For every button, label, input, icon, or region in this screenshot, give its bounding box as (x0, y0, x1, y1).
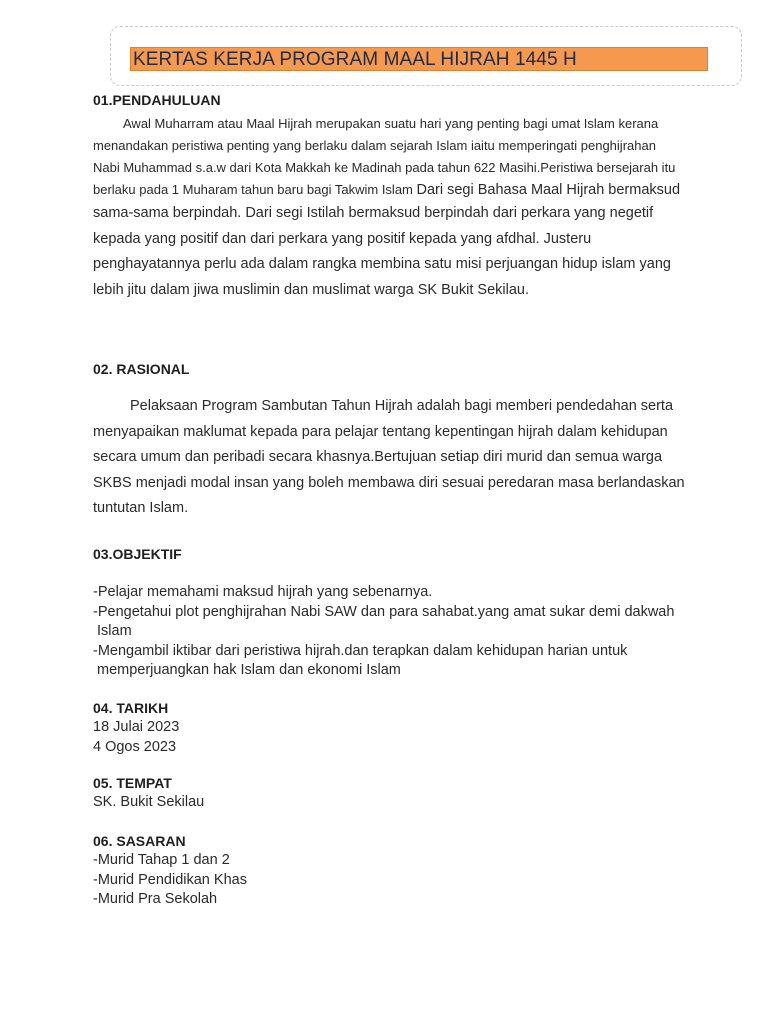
pendahuluan-line: Nabi Muhammad s.a.w dari Kota Makkah ke Madinah pada tahun 622 Masihi.Peristiwa bersejarah itu (93, 160, 676, 175)
tempat-item: SK. Bukit Sekilau (93, 794, 205, 810)
document-title: KERTAS KERJA PROGRAM MAAL HIJRAH 1445 H (133, 49, 577, 70)
list-tarikh (93, 718, 738, 757)
heading-pendahuluan: 01.PENDAHULUAN (93, 92, 221, 108)
paragraph-rasional (93, 394, 738, 522)
pendahuluan-line-part: Dari segi Bahasa Maal Hijrah bermaksud (416, 182, 681, 198)
rasional-line: Pelaksaan Program Sambutan Tahun Hijrah adalah bagi memberi pendedahan serta (130, 398, 674, 414)
sasaran-item: -Murid Tahap 1 dan 2 (93, 852, 230, 868)
pendahuluan-line: kepada yang positif dan dari perkara yang positif kepada yang afdhal. Justeru (93, 230, 592, 247)
pendahuluan-line: penghayatannya perlu ada dalam rangka membina satu misi perjuangan hidup islam yang (93, 256, 671, 272)
pendahuluan-line-part: berlaku pada 1 Muharam tahun baru bagi Takwim Islam (93, 182, 417, 197)
heading-tarikh: 04. TARIKH (93, 700, 169, 716)
objektif-item: -Mengambil iktibar dari peristiwa hijrah.dan terapkan dalam kehidupan harian untuk (93, 642, 628, 659)
list-objektif (93, 583, 738, 681)
sasaran-item: -Murid Pra Sekolah (93, 891, 218, 907)
objektif-item: -Pelajar memahami maksud hijrah yang sebenarnya. (93, 584, 433, 600)
rasional-line: secara umum dan peribadi secara khasnya.Bertujuan setiap diri murid dan semua warga (93, 449, 663, 465)
list-tempat (93, 793, 738, 813)
rasional-line: SKBS menjadi modal insan yang boleh membawa diri sesuai peredaran masa berlandaskan (93, 474, 685, 491)
heading-sasaran: 06. SASARAN (93, 833, 186, 849)
list-sasaran (93, 851, 738, 910)
rasional-line: menyapaikan maklumat kepada para pelajar tentang kepentingan hijrah dalam kehidupan (93, 423, 668, 440)
pendahuluan-line: sama-sama berpindah. Dari segi Istilah bermaksud berpindah dari perkara yang negetif (93, 205, 654, 221)
tarikh-item: 4 Ogos 2023 (93, 738, 177, 755)
objektif-item-continuation: Islam (97, 623, 132, 639)
pendahuluan-line: Awal Muharram atau Maal Hijrah merupakan suatu hari yang penting bagi umat Islam kerana (123, 116, 659, 131)
paragraph-pendahuluan (93, 113, 738, 303)
objektif-item-continuation: memperjuangkan hak Islam dan ekonomi Islam (97, 662, 401, 678)
heading-tempat: 05. TEMPAT (93, 775, 172, 791)
heading-objektif: 03.OBJEKTIF (93, 546, 182, 562)
objektif-item: -Pengetahui plot penghijrahan Nabi SAW dan para sahabat.yang amat sukar demi dakwah (93, 603, 675, 620)
pendahuluan-line-mixed (93, 179, 738, 201)
pendahuluan-line: lebih jitu dalam jiwa muslimin dan muslimat warga SK Bukit Sekilau. (93, 281, 529, 298)
tarikh-item: 18 Julai 2023 (93, 719, 180, 735)
sasaran-item: -Murid Pendidikan Khas (93, 871, 247, 888)
heading-rasional: 02. RASIONAL (93, 361, 190, 377)
pendahuluan-line: menandakan peristiwa penting yang berlaku dalam sejarah Islam iaitu memperingati penghijrahan (93, 138, 656, 153)
rasional-line: tuntutan Islam. (93, 500, 189, 516)
